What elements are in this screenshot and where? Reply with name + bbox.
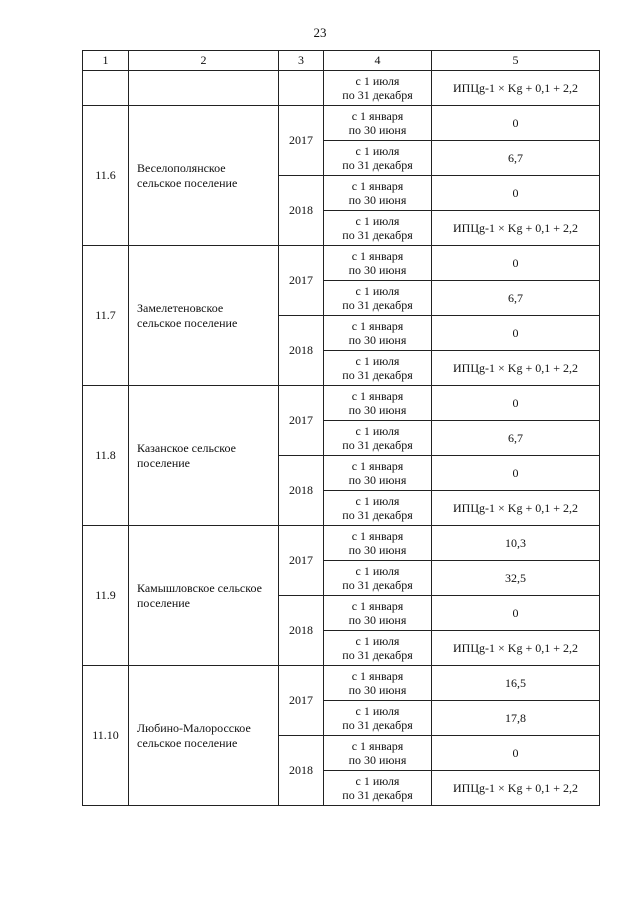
period-cell xyxy=(324,771,432,806)
period-line: с 1 января xyxy=(351,739,404,753)
period-line: по 31 декабря xyxy=(342,88,413,102)
value-cell: 0 xyxy=(432,736,600,771)
value-cell: 16,5 xyxy=(432,666,600,701)
period-line: по 30 июня xyxy=(348,613,407,627)
value-cell: ИПЦg-1 × Kg + 0,1 + 2,2 xyxy=(432,491,600,526)
page-number: 23 xyxy=(313,25,327,40)
year-cell: 2018 xyxy=(279,456,324,526)
period-line: по 30 июня xyxy=(348,263,407,277)
value-cell: 0 xyxy=(432,246,600,281)
period-line: с 1 июля xyxy=(355,564,400,578)
period-cell xyxy=(324,71,432,106)
period-cell xyxy=(324,246,432,281)
period-cell xyxy=(324,211,432,246)
period-cell xyxy=(324,736,432,771)
table-row xyxy=(83,666,600,701)
table-row xyxy=(83,386,600,421)
period-cell xyxy=(324,281,432,316)
period-line: с 1 января xyxy=(351,179,404,193)
year-cell: 2017 xyxy=(279,386,324,456)
period-line: по 30 июня xyxy=(348,543,407,557)
value-cell: 0 xyxy=(432,596,600,631)
period-line: по 30 июня xyxy=(348,193,407,207)
header-row xyxy=(83,51,600,71)
item-number: 11.9 xyxy=(83,526,129,666)
period-line: с 1 июля xyxy=(355,284,400,298)
value-cell: 0 xyxy=(432,456,600,491)
period-line: с 1 июля xyxy=(355,74,400,88)
period-cell xyxy=(324,561,432,596)
year-cell: 2017 xyxy=(279,666,324,736)
settlement-name xyxy=(129,526,279,666)
value-cell: 0 xyxy=(432,176,600,211)
value-cell: 6,7 xyxy=(432,421,600,456)
empty-cell xyxy=(83,71,129,106)
header-cell: 2 xyxy=(129,51,279,71)
period-line: с 1 января xyxy=(351,669,404,683)
settlement-name xyxy=(129,386,279,526)
header-cell: 1 xyxy=(83,51,129,71)
period-line: с 1 июля xyxy=(355,634,400,648)
period-line: с 1 января xyxy=(351,459,404,473)
item-number: 11.10 xyxy=(83,666,129,806)
period-line: с 1 января xyxy=(351,109,404,123)
period-line: с 1 января xyxy=(351,319,404,333)
value-cell: ИПЦg-1 × Kg + 0,1 + 2,2 xyxy=(432,71,600,106)
period-cell xyxy=(324,596,432,631)
period-line: по 31 декабря xyxy=(342,578,413,592)
table-row xyxy=(83,246,600,281)
settlement-name-line: Любино-Малоросское xyxy=(137,720,251,735)
item-number: 11.6 xyxy=(83,106,129,246)
value-cell: 32,5 xyxy=(432,561,600,596)
period-line: по 31 декабря xyxy=(342,228,413,242)
settlement-name-line: Казанское сельское xyxy=(137,440,236,455)
settlement-name-line: Замелетеновское xyxy=(137,300,224,315)
value-cell: 6,7 xyxy=(432,141,600,176)
period-line: по 30 июня xyxy=(348,333,407,347)
period-cell xyxy=(324,386,432,421)
settlement-name-line: Камышловское сельское xyxy=(137,580,262,595)
period-line: по 31 декабря xyxy=(342,648,413,662)
settlement-name xyxy=(129,106,279,246)
period-line: по 30 июня xyxy=(348,403,407,417)
item-number: 11.8 xyxy=(83,386,129,526)
value-cell: ИПЦg-1 × Kg + 0,1 + 2,2 xyxy=(432,211,600,246)
empty-cell xyxy=(279,71,324,106)
value-cell: 17,8 xyxy=(432,701,600,736)
period-cell xyxy=(324,421,432,456)
period-cell xyxy=(324,631,432,666)
header-cell: 5 xyxy=(432,51,600,71)
period-line: с 1 июля xyxy=(355,354,400,368)
header-cell: 4 xyxy=(324,51,432,71)
period-cell xyxy=(324,141,432,176)
period-line: с 1 января xyxy=(351,529,404,543)
period-line: с 1 января xyxy=(351,389,404,403)
period-line: с 1 января xyxy=(351,249,404,263)
period-line: по 31 декабря xyxy=(342,718,413,732)
tariff-table xyxy=(82,50,600,806)
period-line: по 31 декабря xyxy=(342,438,413,452)
period-line: с 1 июля xyxy=(355,774,400,788)
period-cell xyxy=(324,176,432,211)
period-cell xyxy=(324,491,432,526)
period-cell xyxy=(324,456,432,491)
period-line: по 31 декабря xyxy=(342,158,413,172)
settlement-name-line: сельское поселение xyxy=(137,175,238,190)
period-cell xyxy=(324,106,432,141)
period-line: по 31 декабря xyxy=(342,298,413,312)
value-cell: ИПЦg-1 × Kg + 0,1 + 2,2 xyxy=(432,631,600,666)
settlement-name-line: поселение xyxy=(137,455,191,470)
settlement-name-line: сельское поселение xyxy=(137,735,238,750)
year-cell: 2018 xyxy=(279,736,324,806)
header-cell: 3 xyxy=(279,51,324,71)
empty-cell xyxy=(129,71,279,106)
year-cell: 2017 xyxy=(279,246,324,316)
period-cell xyxy=(324,526,432,561)
table-row xyxy=(83,106,600,141)
period-line: с 1 июля xyxy=(355,424,400,438)
period-line: с 1 июля xyxy=(355,704,400,718)
period-line: с 1 июля xyxy=(355,494,400,508)
period-line: по 30 июня xyxy=(348,473,407,487)
period-cell xyxy=(324,316,432,351)
year-cell: 2018 xyxy=(279,596,324,666)
period-cell xyxy=(324,351,432,386)
period-line: по 30 июня xyxy=(348,123,407,137)
period-line: с 1 июля xyxy=(355,144,400,158)
continuation-row xyxy=(83,71,600,106)
settlement-name xyxy=(129,666,279,806)
settlement-name xyxy=(129,246,279,386)
period-line: по 31 декабря xyxy=(342,508,413,522)
value-cell: ИПЦg-1 × Kg + 0,1 + 2,2 xyxy=(432,771,600,806)
period-line: по 31 декабря xyxy=(342,788,413,802)
settlement-name-line: Веселополянское xyxy=(137,160,226,175)
period-cell xyxy=(324,701,432,736)
year-cell: 2017 xyxy=(279,106,324,176)
period-line: по 31 декабря xyxy=(342,368,413,382)
value-cell: ИПЦg-1 × Kg + 0,1 + 2,2 xyxy=(432,351,600,386)
value-cell: 0 xyxy=(432,106,600,141)
value-cell: 10,3 xyxy=(432,526,600,561)
table-row xyxy=(83,526,600,561)
value-cell: 0 xyxy=(432,316,600,351)
period-cell xyxy=(324,666,432,701)
item-number: 11.7 xyxy=(83,246,129,386)
period-line: с 1 июля xyxy=(355,214,400,228)
settlement-name-line: поселение xyxy=(137,595,191,610)
settlement-name-line: сельское поселение xyxy=(137,315,238,330)
value-cell: 0 xyxy=(432,386,600,421)
year-cell: 2018 xyxy=(279,176,324,246)
year-cell: 2017 xyxy=(279,526,324,596)
period-line: по 30 июня xyxy=(348,753,407,767)
period-line: с 1 января xyxy=(351,599,404,613)
year-cell: 2018 xyxy=(279,316,324,386)
period-line: по 30 июня xyxy=(348,683,407,697)
value-cell: 6,7 xyxy=(432,281,600,316)
